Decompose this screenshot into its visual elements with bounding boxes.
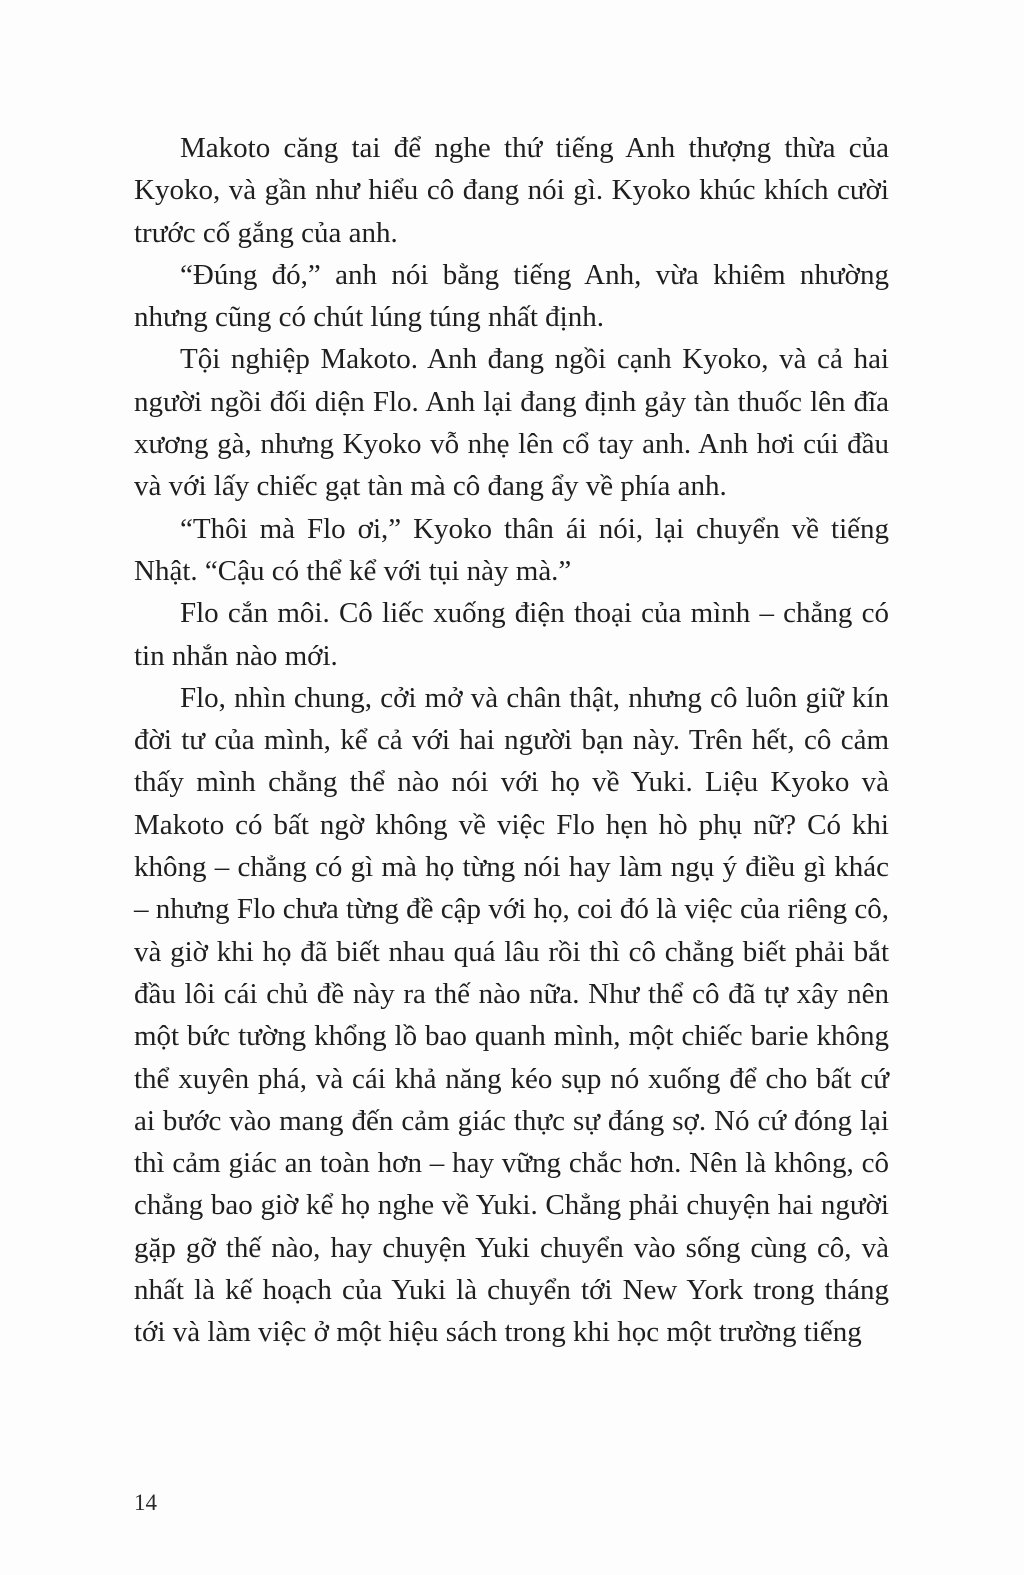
page-number: 14 (134, 1490, 157, 1515)
paragraph-3: Tội nghiệp Makoto. Anh đang ngồi cạnh Kyoko, và cả hai người ngồi đối diện Flo. Anh lại đang định gảy tàn thuốc lên đĩa xương gà, nhưng Kyoko vỗ nhẹ lên cổ tay anh. Anh hơi cúi đầu và với lấy chiếc gạt tàn mà cô đang ẩy về phía anh. (134, 343, 889, 503)
paragraph-2: “Đúng đó,” anh nói bằng tiếng Anh, vừa khiêm nhường nhưng cũng có chút lúng túng nhất định. (134, 258, 889, 334)
body-text (134, 127, 889, 1354)
paragraph-6: Flo, nhìn chung, cởi mở và chân thật, nhưng cô luôn giữ kín đời tư của mình, kể cả với hai người bạn này. Trên hết, cô cảm thấy mình chẳng thể nào nói với họ về Yuki. Liệu Kyoko và Makoto có bất ngờ không về việc Flo hẹn hò phụ nữ? Có khi không – chẳng có gì mà họ từng nói hay làm ngụ ý điều gì khác – nhưng Flo chưa từng đề cập với họ, coi đó là việc của riêng cô, và giờ khi họ đã biết nhau quá lâu rồi thì cô chẳng biết phải bắt đầu lôi cái chủ đề này ra thế nào nữa. Như thể cô đã tự xây nên một bức tường khổng lồ bao quanh mình, một chiếc barie không thể xuyên phá, và cái khả năng kéo sụp nó xuống để cho bất cứ ai bước vào mang đến cảm giác thực sự đáng sợ. Nó cứ đóng lại thì cảm giác an toàn hơn – hay vững chắc hơn. Nên là không, cô chẳng bao giờ kể họ nghe về Yuki. Chẳng phải chuyện hai người gặp gỡ thế nào, hay chuyện Yuki chuyển vào sống cùng cô, và nhất là kế hoạch của Yuki là chuyển tới New York trong tháng tới và làm việc ở một hiệu sách trong khi học một trường tiếng (134, 681, 889, 1349)
paragraph-4: “Thôi mà Flo ơi,” Kyoko thân ái nói, lại chuyển về tiếng Nhật. “Cậu có thể kể với tụi này mà.” (134, 512, 889, 587)
paragraph-5: Flo cắn môi. Cô liếc xuống điện thoại của mình – chẳng có tin nhắn nào mới. (134, 597, 889, 672)
paragraph-1: Makoto căng tai để nghe thứ tiếng Anh thượng thừa của Kyoko, và gần như hiểu cô đang nói gì. Kyoko khúc khích cười trước cố gắng của anh. (134, 132, 889, 249)
